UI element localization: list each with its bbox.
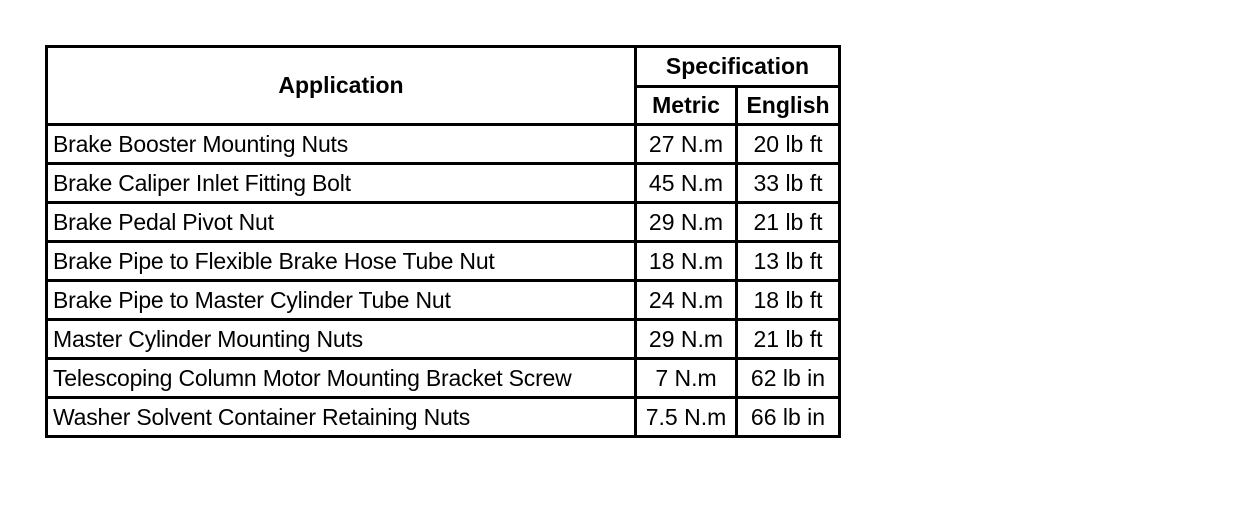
metric-cell: 7.5 N.m bbox=[636, 398, 737, 437]
table-row bbox=[47, 281, 840, 320]
table-row bbox=[47, 242, 840, 281]
english-cell: 62 lb in bbox=[737, 359, 840, 398]
application-cell: Brake Pipe to Flexible Brake Hose Tube Nut bbox=[47, 242, 636, 281]
metric-cell: 29 N.m bbox=[636, 320, 737, 359]
english-cell: 21 lb ft bbox=[737, 320, 840, 359]
english-cell: 33 lb ft bbox=[737, 164, 840, 203]
fastener-specification-table bbox=[45, 45, 841, 438]
table-row bbox=[47, 320, 840, 359]
table-row bbox=[47, 398, 840, 437]
english-cell: 66 lb in bbox=[737, 398, 840, 437]
header-row-top bbox=[47, 47, 840, 87]
application-cell: Brake Pipe to Master Cylinder Tube Nut bbox=[47, 281, 636, 320]
metric-cell: 45 N.m bbox=[636, 164, 737, 203]
english-cell: 21 lb ft bbox=[737, 203, 840, 242]
metric-cell: 7 N.m bbox=[636, 359, 737, 398]
application-cell: Master Cylinder Mounting Nuts bbox=[47, 320, 636, 359]
application-cell: Brake Booster Mounting Nuts bbox=[47, 125, 636, 164]
application-cell: Washer Solvent Container Retaining Nuts bbox=[47, 398, 636, 437]
application-cell: Brake Pedal Pivot Nut bbox=[47, 203, 636, 242]
table-row bbox=[47, 203, 840, 242]
english-cell: 20 lb ft bbox=[737, 125, 840, 164]
table-row bbox=[47, 359, 840, 398]
table-row bbox=[47, 164, 840, 203]
metric-cell: 18 N.m bbox=[636, 242, 737, 281]
english-header: English bbox=[737, 87, 840, 125]
metric-cell: 27 N.m bbox=[636, 125, 737, 164]
english-cell: 13 lb ft bbox=[737, 242, 840, 281]
metric-header: Metric bbox=[636, 87, 737, 125]
application-cell: Brake Caliper Inlet Fitting Bolt bbox=[47, 164, 636, 203]
application-header: Application bbox=[47, 47, 636, 125]
metric-cell: 29 N.m bbox=[636, 203, 737, 242]
table-row bbox=[47, 125, 840, 164]
specification-header: Specification bbox=[636, 47, 840, 87]
application-cell: Telescoping Column Motor Mounting Bracket Screw bbox=[47, 359, 636, 398]
metric-cell: 24 N.m bbox=[636, 281, 737, 320]
english-cell: 18 lb ft bbox=[737, 281, 840, 320]
